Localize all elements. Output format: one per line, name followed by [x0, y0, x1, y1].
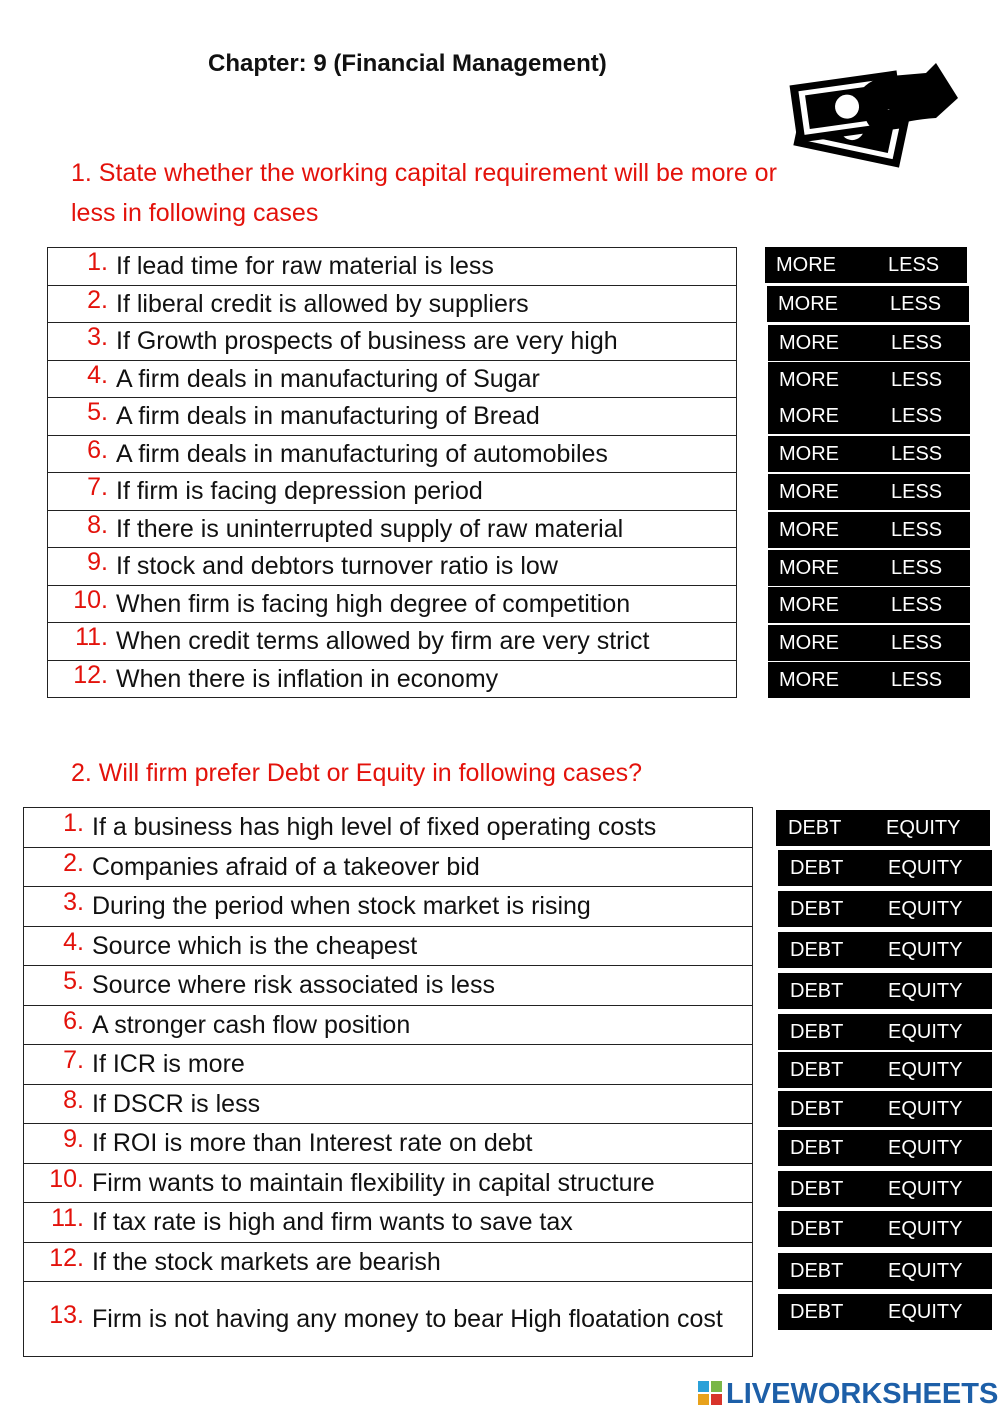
- option-debt[interactable]: DEBT: [790, 979, 844, 1002]
- item-text: When there is inflation in economy: [116, 664, 499, 693]
- item-number: 5.: [63, 967, 84, 996]
- option-less[interactable]: LESS: [891, 368, 943, 391]
- more-less-choice[interactable]: [768, 436, 970, 472]
- item-text: Source where risk associated is less: [92, 971, 495, 1000]
- item-number: 8.: [87, 510, 108, 539]
- more-less-choice[interactable]: [768, 662, 970, 698]
- item-number: 8.: [63, 1085, 84, 1114]
- item-number: 7.: [87, 473, 108, 502]
- table-row: [48, 248, 737, 286]
- more-less-choice[interactable]: [768, 325, 970, 361]
- table-row: [48, 660, 737, 698]
- table-row: [48, 398, 737, 436]
- item-text: If there is uninterrupted supply of raw material: [116, 514, 624, 543]
- table-row: [48, 285, 737, 323]
- option-less[interactable]: LESS: [891, 442, 943, 465]
- more-less-choice[interactable]: [768, 625, 970, 661]
- option-debt[interactable]: DEBT: [790, 1136, 844, 1159]
- item-number: 1.: [63, 809, 84, 838]
- option-equity[interactable]: EQUITY: [888, 979, 963, 1002]
- table-row: [24, 966, 753, 1006]
- item-text: Firm is not having any money to bear High floatation cost: [92, 1305, 723, 1333]
- more-less-choice[interactable]: [768, 587, 970, 623]
- option-less[interactable]: LESS: [888, 253, 940, 276]
- liveworksheets-logo: [698, 1376, 998, 1412]
- item-text: A firm deals in manufacturing of Bread: [116, 402, 540, 431]
- option-equity[interactable]: EQUITY: [888, 1300, 963, 1323]
- item-text: A stronger cash flow position: [92, 1010, 411, 1039]
- item-text: Firm wants to maintain flexibility in capital structure: [92, 1168, 655, 1197]
- option-debt[interactable]: DEBT: [790, 1097, 844, 1120]
- debt-equity-choice[interactable]: [778, 1052, 992, 1088]
- item-number: 3.: [87, 323, 108, 352]
- item-text: If lead time for raw material is less: [116, 252, 494, 281]
- option-less[interactable]: LESS: [891, 631, 943, 654]
- debt-equity-choice[interactable]: [778, 1130, 992, 1166]
- option-equity[interactable]: EQUITY: [888, 1097, 963, 1120]
- table-row: [24, 1124, 753, 1164]
- table-row: [24, 1242, 753, 1282]
- item-number: 3.: [63, 888, 84, 917]
- option-debt[interactable]: DEBT: [788, 816, 842, 839]
- item-number: 9.: [87, 548, 108, 577]
- option-more[interactable]: MORE: [779, 518, 839, 541]
- item-text: During the period when stock market is rising: [92, 892, 591, 921]
- item-number: 10.: [49, 1164, 84, 1193]
- option-debt[interactable]: DEBT: [790, 856, 844, 879]
- table-row: [24, 1045, 753, 1085]
- debt-equity-choice[interactable]: [778, 1211, 992, 1247]
- section2-table: [23, 807, 753, 1357]
- option-equity[interactable]: EQUITY: [888, 1259, 963, 1282]
- option-equity[interactable]: EQUITY: [888, 1058, 963, 1081]
- money-hand-icon: [786, 58, 958, 200]
- option-less[interactable]: LESS: [891, 331, 943, 354]
- table-row: [48, 473, 737, 511]
- item-text: If a business has high level of fixed operating costs: [92, 813, 657, 842]
- option-less[interactable]: LESS: [891, 518, 943, 541]
- option-more[interactable]: MORE: [779, 480, 839, 503]
- debt-equity-choice[interactable]: [778, 1014, 992, 1050]
- item-number: 6.: [63, 1006, 84, 1035]
- logo-mark-icon: [698, 1381, 724, 1407]
- item-text: If DSCR is less: [92, 1089, 261, 1118]
- table-row: [48, 510, 737, 548]
- option-less[interactable]: LESS: [891, 556, 943, 579]
- debt-equity-choice[interactable]: [778, 850, 992, 886]
- more-less-choice[interactable]: [768, 398, 970, 434]
- item-number: 2.: [87, 285, 108, 314]
- item-text: If ICR is more: [92, 1050, 245, 1079]
- item-text: A firm deals in manufacturing of automobiles: [116, 439, 608, 468]
- option-more[interactable]: MORE: [779, 668, 839, 691]
- item-text: If the stock markets are bearish: [92, 1247, 441, 1276]
- item-number: 4.: [63, 927, 84, 956]
- table-row: [24, 808, 753, 848]
- table-row: [24, 847, 753, 887]
- table-row: [24, 1005, 753, 1045]
- option-equity[interactable]: EQUITY: [888, 938, 963, 961]
- option-equity[interactable]: EQUITY: [888, 1177, 963, 1200]
- option-more[interactable]: MORE: [779, 631, 839, 654]
- item-number: 11.: [51, 1204, 84, 1233]
- option-equity[interactable]: EQUITY: [888, 1020, 963, 1043]
- item-number: 5.: [87, 398, 108, 427]
- item-text: If firm is facing depression period: [116, 477, 483, 506]
- item-text: If ROI is more than Interest rate on debt: [92, 1129, 533, 1158]
- debt-equity-choice[interactable]: [778, 1091, 992, 1127]
- item-number: 1.: [87, 248, 108, 277]
- table-row: [48, 360, 737, 398]
- option-debt[interactable]: DEBT: [790, 938, 844, 961]
- option-less[interactable]: LESS: [891, 668, 943, 691]
- item-number: 7.: [63, 1046, 84, 1075]
- table-row: [48, 585, 737, 623]
- logo-text: LIVEWORKSHEETS: [726, 1377, 999, 1410]
- table-row: [24, 1084, 753, 1124]
- more-less-choice[interactable]: [768, 550, 970, 586]
- item-text: Companies afraid of a takeover bid: [92, 852, 480, 881]
- item-number: 2.: [63, 848, 84, 877]
- more-less-choice[interactable]: [767, 286, 969, 322]
- option-equity[interactable]: EQUITY: [886, 816, 961, 839]
- item-text: A firm deals in manufacturing of Sugar: [116, 364, 540, 393]
- option-less[interactable]: LESS: [891, 404, 943, 427]
- item-number: 12.: [73, 660, 108, 689]
- more-less-choice[interactable]: [768, 512, 970, 548]
- item-number: 12.: [49, 1243, 84, 1272]
- item-text: If Growth prospects of business are very high: [116, 327, 618, 356]
- debt-equity-choice[interactable]: [778, 973, 992, 1009]
- option-debt[interactable]: DEBT: [790, 1217, 844, 1240]
- item-text: If tax rate is high and firm wants to save tax: [92, 1208, 573, 1237]
- section2-heading: 2. Will firm prefer Debt or Equity in following cases?: [71, 759, 643, 787]
- debt-equity-choice[interactable]: [778, 1294, 992, 1330]
- table-row: [24, 926, 753, 966]
- item-number: 6.: [87, 435, 108, 464]
- option-equity[interactable]: EQUITY: [888, 1136, 963, 1159]
- more-less-choice[interactable]: [765, 247, 967, 283]
- item-text: When credit terms allowed by firm are very strict: [116, 627, 650, 656]
- option-more[interactable]: MORE: [778, 292, 838, 315]
- debt-equity-choice[interactable]: [778, 891, 992, 927]
- more-less-choice[interactable]: [768, 362, 970, 398]
- section1-table: [47, 247, 737, 698]
- option-more[interactable]: MORE: [779, 593, 839, 616]
- option-debt[interactable]: DEBT: [790, 1058, 844, 1081]
- debt-equity-choice[interactable]: [778, 1171, 992, 1207]
- option-equity[interactable]: EQUITY: [888, 1217, 963, 1240]
- debt-equity-choice[interactable]: [778, 1253, 992, 1289]
- section1-heading: 1. State whether the working capital requirement will be more or less in following cases: [71, 159, 777, 227]
- debt-equity-choice[interactable]: [776, 810, 990, 846]
- item-number: 9.: [63, 1125, 84, 1154]
- item-number: 10.: [73, 585, 108, 614]
- option-more[interactable]: MORE: [779, 556, 839, 579]
- option-less[interactable]: LESS: [891, 593, 943, 616]
- table-row: [24, 887, 753, 927]
- table-row: [24, 1203, 753, 1243]
- item-number: 4.: [87, 360, 108, 389]
- page-title: Chapter: 9 (Financial Management): [208, 50, 607, 77]
- option-more[interactable]: MORE: [776, 253, 836, 276]
- option-less[interactable]: LESS: [890, 292, 942, 315]
- option-debt[interactable]: DEBT: [790, 1177, 844, 1200]
- table-row: [48, 323, 737, 361]
- option-equity[interactable]: EQUITY: [888, 897, 963, 920]
- more-less-choice[interactable]: [768, 474, 970, 510]
- table-row: [48, 435, 737, 473]
- option-debt[interactable]: DEBT: [790, 1259, 844, 1282]
- table-row: [24, 1282, 753, 1357]
- option-more[interactable]: MORE: [779, 442, 839, 465]
- item-number: 11.: [75, 623, 108, 652]
- option-debt[interactable]: DEBT: [790, 1020, 844, 1043]
- option-debt[interactable]: DEBT: [790, 1300, 844, 1323]
- option-equity[interactable]: EQUITY: [888, 856, 963, 879]
- item-number: 13.: [49, 1301, 84, 1329]
- table-row: [48, 548, 737, 586]
- option-more[interactable]: MORE: [779, 368, 839, 391]
- item-text: Source which is the cheapest: [92, 931, 418, 960]
- option-more[interactable]: MORE: [779, 404, 839, 427]
- item-text: If liberal credit is allowed by suppliers: [116, 289, 529, 318]
- table-row: [48, 623, 737, 661]
- option-more[interactable]: MORE: [779, 331, 839, 354]
- debt-equity-choice[interactable]: [778, 932, 992, 968]
- table-row: [24, 1163, 753, 1203]
- item-text: If stock and debtors turnover ratio is low: [116, 552, 558, 581]
- option-less[interactable]: LESS: [891, 480, 943, 503]
- option-debt[interactable]: DEBT: [790, 897, 844, 920]
- item-text: When firm is facing high degree of competition: [116, 589, 631, 618]
